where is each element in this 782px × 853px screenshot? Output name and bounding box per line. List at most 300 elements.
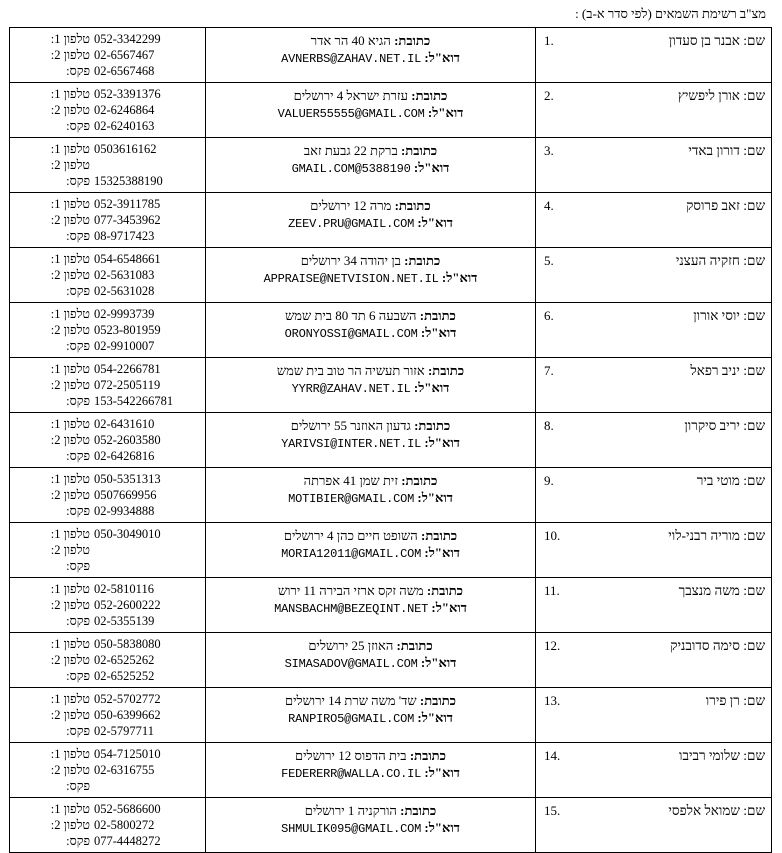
name-value: מוטי ביר [696,473,740,488]
name-value: יוסי אורון [693,308,740,323]
phone1-row-value: 02-6431610 [94,417,155,431]
address-cell [206,633,536,688]
fax-row-label: פקס: [66,339,90,353]
fax-row [16,118,199,134]
address-value: שד' משה שרת 14 ירושלים [284,693,417,708]
address-label: כתובת: [419,308,456,323]
fax-row-label: פקס: [66,229,90,243]
address-cell [206,138,536,193]
phone1-row [16,581,199,597]
address-line [214,142,527,159]
row-index: 1. [544,33,554,48]
phone2-row-value: 02-5800272 [94,818,155,832]
table-row [10,523,772,578]
name-block [536,688,771,713]
contact-phones-cell [10,578,206,633]
phone1-row-value: 052-3911785 [94,197,161,211]
email-label: דוא"ל: [417,215,453,230]
name-block [536,28,771,53]
phone2-row-label: טלפון 2: [50,213,90,227]
address-line [214,197,527,214]
email-line [214,269,527,288]
row-index: 3. [544,143,554,158]
fax-row [16,558,199,574]
row-index: 2. [544,88,554,103]
phone1-row [16,801,199,817]
phone1-row-label: טלפון 1: [50,32,90,46]
email-label: דוא"ל: [424,765,460,780]
table-row [10,138,772,193]
phone1-row-value: 02-5810116 [94,582,154,596]
phone1-row-label: טלפון 1: [50,362,90,376]
address-cell [206,193,536,248]
phone2-row-value: 072-2505119 [94,378,161,392]
email-label: דוא"ל: [424,545,460,560]
table-row [10,743,772,798]
phone2-row [16,817,199,833]
page-title: מצ"ב רשימת השמאים (לפי סדר א-ב) : [575,6,766,21]
address-cell [206,798,536,853]
name-label: שם: [743,528,765,543]
name-label: שם: [743,583,765,598]
fax-row-value: 02-6525252 [94,669,155,683]
name-block [536,468,771,493]
fax-row [16,613,199,629]
email-line [214,544,527,563]
address-block [206,633,535,677]
phone2-row-value: 0507669956 [94,488,157,502]
address-value: ברקת 22 גבעת זאב [303,143,398,158]
phone-list [10,83,205,137]
phone2-row [16,487,199,503]
name-cell [536,413,772,468]
contact-phones-cell [10,83,206,138]
name-label: שם: [743,198,765,213]
fax-row-label: פקס: [66,119,90,133]
name-label: שם: [743,308,765,323]
email-label: דוא"ל: [420,325,457,340]
phone1-row-value: 054-2266781 [94,362,161,376]
phone-list [10,468,205,522]
name-value: זאב פרוסק [686,198,740,213]
address-value: הורקניה 1 ירושלים [304,803,397,818]
phone2-row-value: 02-5631083 [94,268,155,282]
address-line [214,472,527,489]
address-line [214,802,527,819]
email-value: MORIA12011@GMAIL.COM [281,547,422,561]
email-value: GMAIL.COM@5388190 [291,162,411,176]
email-line [214,654,527,673]
phone1-row [16,31,199,47]
address-value: בית הדפוס 12 ירושלים [295,748,407,763]
email-label: דוא"ל: [413,380,450,395]
name-block [536,193,771,218]
address-line [214,362,527,379]
address-label: כתובת: [394,198,431,213]
address-block [206,248,535,292]
address-value: השופט חיים כהן 4 ירושלים [283,528,418,543]
name-label: שם: [743,803,765,818]
name-value: אבנר בן סעדון [668,33,740,48]
fax-row-value: 02-6567468 [94,64,155,78]
address-cell [206,743,536,798]
phone1-row [16,636,199,652]
phone2-row-label: טלפון 2: [50,598,90,612]
phone2-row-label: טלפון 2: [50,433,90,447]
phone1-row-label: טלפון 1: [50,417,90,431]
name-cell [536,83,772,138]
name-cell [536,578,772,633]
email-line [214,379,527,398]
address-block [206,688,535,732]
phone2-row [16,597,199,613]
name-value: שמואל אלפסי [668,803,740,818]
address-cell [206,28,536,83]
address-line [214,252,527,269]
phone1-row-value: 052-3342299 [94,32,161,46]
email-value: MOTIBIER@GMAIL.COM [288,492,415,506]
contact-phones-cell [10,358,206,413]
name-block [536,138,771,163]
address-block [206,523,535,567]
address-value: עזרת ישראל 4 ירושלים [293,88,408,103]
address-value: הגיא 40 הר אדר [310,33,391,48]
phone1-row-value: 054-7125010 [94,747,161,761]
phone2-row-value: 0523-801959 [94,323,161,337]
phone2-row-value: 02-6246864 [94,103,155,117]
phone-list [10,413,205,467]
row-index: 12. [544,638,561,653]
email-label: דוא"ל: [420,655,457,670]
row-index: 5. [544,253,554,268]
phone1-row [16,471,199,487]
email-value: SIMASADOV@GMAIL.COM [284,657,418,671]
name-cell [536,468,772,523]
address-value: בן יהודה 34 ירושלים [300,253,401,268]
fax-row-value: 077-4448272 [94,834,161,848]
address-block [206,303,535,347]
phone1-row [16,141,199,157]
fax-row-label: פקס: [66,614,90,628]
address-line [214,87,527,104]
name-label: שם: [743,418,765,433]
email-line [214,764,527,783]
address-line [214,417,527,434]
phone1-row-value: 02-9993739 [94,307,155,321]
phone1-row [16,746,199,762]
email-value: AVNERBS@ZAHAV.NET.IL [281,52,422,66]
phone2-row [16,102,199,118]
phone1-row-label: טלפון 1: [50,527,90,541]
phone-list [10,358,205,412]
phone2-row [16,762,199,778]
table-row [10,798,772,853]
name-cell [536,138,772,193]
row-index: 13. [544,693,561,708]
phone-list [10,743,205,797]
email-label: דוא"ל: [424,820,460,835]
phone-list [10,688,205,742]
phone1-row [16,196,199,212]
phone2-row-value: 02-6525262 [94,653,155,667]
appraisers-table-body [10,28,772,853]
phone1-row [16,526,199,542]
fax-row-value: 153-542266781 [94,394,174,408]
phone2-row [16,432,199,448]
name-label: שם: [743,33,765,48]
phone2-row [16,652,199,668]
name-block [536,633,771,658]
address-cell [206,248,536,303]
fax-row-label: פקס: [66,394,90,408]
email-label: דוא"ל: [424,435,460,450]
table-row [10,413,772,468]
name-block [536,413,771,438]
contact-phones-cell [10,468,206,523]
name-cell [536,248,772,303]
phone2-row-label: טלפון 2: [50,268,90,282]
address-cell [206,358,536,413]
phone1-row-label: טלפון 1: [50,472,90,486]
address-cell [206,83,536,138]
fax-row [16,668,199,684]
address-value: גדעון האוזנר 55 ירושלים [290,418,411,433]
phone1-row-value: 052-5702772 [94,692,161,706]
email-value: YYRR@ZAHAV.NET.IL [291,382,411,396]
phone1-row-label: טלפון 1: [50,637,90,651]
phone1-row-value: 0503616162 [94,142,157,156]
contact-phones-cell [10,688,206,743]
phone-list [10,28,205,82]
fax-row [16,283,199,299]
phone1-row-value: 054-6548661 [94,252,161,266]
email-line [214,489,527,508]
name-label: שם: [743,638,765,653]
name-cell [536,28,772,83]
address-block [206,83,535,127]
phone2-row-label: טלפון 2: [50,378,90,392]
address-cell [206,303,536,358]
contact-phones-cell [10,633,206,688]
phone1-row-label: טלפון 1: [50,87,90,101]
fax-row-label: פקס: [66,669,90,683]
fax-row-value: 15325388190 [94,174,163,188]
fax-row [16,833,199,849]
address-label: כתובת: [427,363,465,378]
fax-row-label: פקס: [66,284,90,298]
address-block [206,358,535,402]
table-row [10,633,772,688]
email-label: דוא"ל: [417,490,453,505]
name-cell [536,523,772,578]
phone1-row-value: 052-5686600 [94,802,161,816]
fax-row-label: פקס: [66,449,90,463]
name-label: שם: [743,473,765,488]
fax-row-value: 02-9934888 [94,504,155,518]
phone-list [10,633,205,687]
phone2-row-label: טלפון 2: [50,158,90,172]
name-value: דורון באדי [688,143,740,158]
phone2-row [16,377,199,393]
address-cell [206,413,536,468]
phone1-row-label: טלפון 1: [50,802,90,816]
address-value: מרה 12 ירושלים [310,198,392,213]
phone-list [10,248,205,302]
phone1-row [16,361,199,377]
address-value: אזור תעשיה הר טוב בית שמש [276,363,425,378]
name-value: שלומי רביבו [679,748,740,763]
address-block [206,743,535,787]
name-cell [536,743,772,798]
name-cell [536,303,772,358]
contact-phones-cell [10,193,206,248]
phone-list [10,303,205,357]
phone-list [10,138,205,192]
email-value: SHMULIK095@GMAIL.COM [281,822,422,836]
email-value: ORONYOSSI@GMAIL.COM [284,327,418,341]
phone2-row [16,542,199,558]
row-index: 6. [544,308,554,323]
name-cell [536,633,772,688]
phone2-row-value: 02-6567467 [94,48,155,62]
address-cell [206,468,536,523]
phone2-row-label: טלפון 2: [50,103,90,117]
email-line [214,709,527,728]
fax-row [16,228,199,244]
row-index: 7. [544,363,554,378]
row-index: 8. [544,418,554,433]
name-value: משה מנצבך [678,583,740,598]
fax-row-value: 02-6240163 [94,119,155,133]
table-row [10,28,772,83]
address-block [206,413,535,457]
fax-row-value: 02-5355139 [94,614,155,628]
phone2-row-label: טלפון 2: [50,488,90,502]
email-line [214,324,527,343]
phone2-row-value: 052-2603580 [94,433,161,447]
table-row [10,248,772,303]
phone1-row [16,306,199,322]
address-label: כתובת: [400,143,438,158]
name-label: שם: [743,693,765,708]
address-label: כתובת: [426,583,464,598]
email-value: FEDERERR@WALLA.CO.IL [281,767,422,781]
table-row [10,688,772,743]
address-block [206,798,535,842]
address-block [206,28,535,72]
fax-row [16,448,199,464]
email-line [214,104,527,123]
email-label: דוא"ל: [431,600,467,615]
contact-phones-cell [10,138,206,193]
email-value: VALUER55555@GMAIL.COM [277,107,425,121]
row-index: 15. [544,803,561,818]
address-cell [206,523,536,578]
phone2-row [16,322,199,338]
phone1-row [16,691,199,707]
name-label: שם: [743,363,765,378]
email-label: דוא"ל: [417,710,453,725]
phone1-row-label: טלפון 1: [50,307,90,321]
email-value: ZEEV.PRU@GMAIL.COM [288,217,415,231]
address-cell [206,688,536,743]
name-value: מוריה רבני-לוי [668,528,740,543]
row-index: 14. [544,748,561,763]
fax-row [16,173,199,189]
name-block [536,248,771,273]
phone2-row-label: טלפון 2: [50,763,90,777]
address-block [206,578,535,622]
name-block [536,578,771,603]
phone2-row [16,707,199,723]
row-index: 9. [544,473,554,488]
address-label: כתובת: [421,528,458,543]
phone1-row-label: טלפון 1: [50,197,90,211]
phone1-row-label: טלפון 1: [50,692,90,706]
fax-row-value: 02-5797711 [94,724,154,738]
contact-phones-cell [10,523,206,578]
phone1-row [16,86,199,102]
phone-list [10,523,205,577]
address-line [214,582,527,599]
phone2-row-value: 077-3453962 [94,213,161,227]
fax-row-label: פקס: [66,504,90,518]
name-value: יריב סיקרון [684,418,740,433]
email-line [214,214,527,233]
email-line [214,434,527,453]
address-label: כתובת: [400,803,437,818]
email-label: דוא"ל: [424,50,460,65]
name-label: שם: [743,253,765,268]
phone-list [10,798,205,852]
name-value: אורן ליפשיץ [677,88,740,103]
phone2-row [16,47,199,63]
name-cell [536,798,772,853]
email-line [214,49,527,68]
phone2-row-label: טלפון 2: [50,543,90,557]
phone2-row [16,157,199,173]
email-line [214,819,527,838]
fax-row-label: פקס: [66,64,90,78]
name-value: חזקיה העצני [675,253,740,268]
appraisers-table [9,27,772,853]
email-label: דוא"ל: [427,105,464,120]
fax-row-label: פקס: [66,724,90,738]
phone-list [10,578,205,632]
fax-row [16,778,199,794]
table-row [10,303,772,358]
phone1-row [16,416,199,432]
contact-phones-cell [10,28,206,83]
phone2-row [16,212,199,228]
phone2-row-label: טלפון 2: [50,653,90,667]
table-row [10,83,772,138]
address-label: כתובת: [409,748,446,763]
fax-row-value: 02-9910007 [94,339,155,353]
address-label: כתובת: [394,33,431,48]
phone1-row-value: 050-5838080 [94,637,161,651]
fax-row [16,63,199,79]
name-cell [536,193,772,248]
phone2-row-value: 050-6399662 [94,708,161,722]
phone-list [10,193,205,247]
address-line [214,527,527,544]
name-label: שם: [743,143,765,158]
phone1-row-value: 052-3391376 [94,87,161,101]
phone1-row-value: 050-5351313 [94,472,161,486]
contact-phones-cell [10,248,206,303]
row-index: 10. [544,528,561,543]
